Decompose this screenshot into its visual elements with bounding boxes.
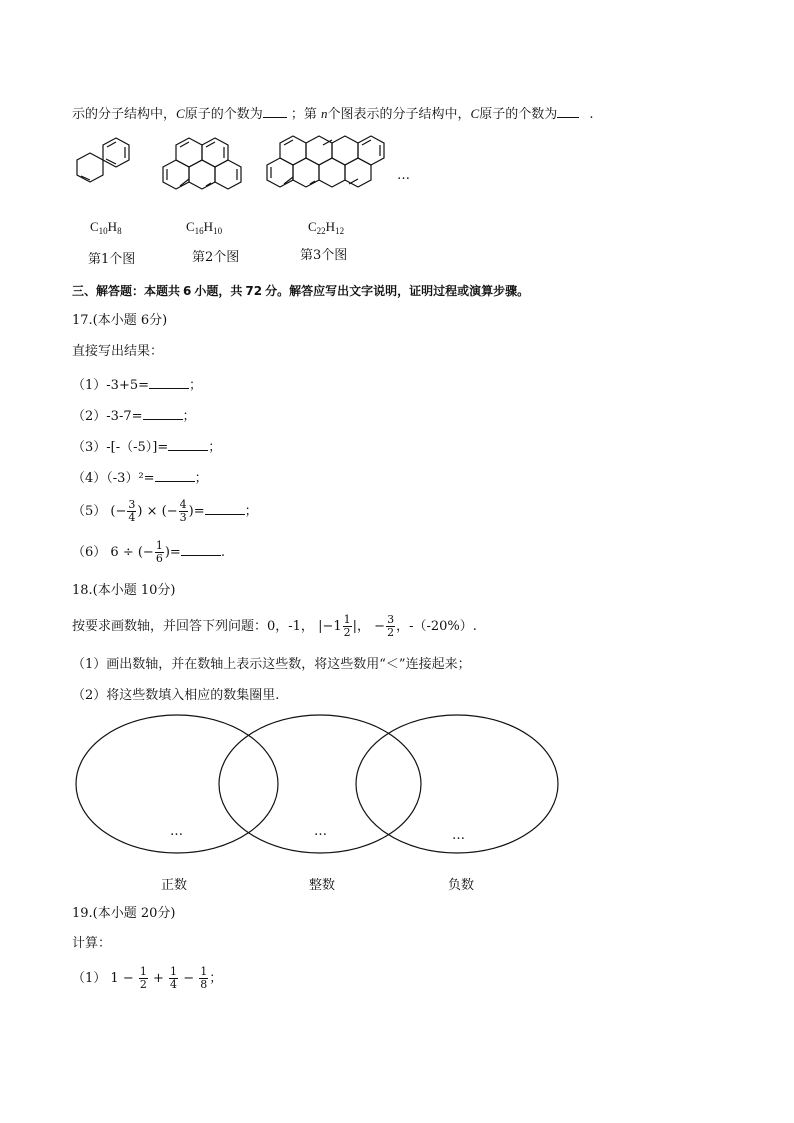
q17-item-2: （2）-3-7= ； (72, 406, 196, 426)
answer-blank[interactable] (263, 104, 287, 118)
q17-instruction: 直接写出结果： (72, 344, 164, 359)
intro-text: 个图表示的分子结构中， (327, 107, 471, 122)
negative-set-dots: … (452, 828, 465, 843)
q19-header: 19.(本小题 20分) (72, 906, 176, 921)
answer-blank[interactable] (205, 501, 245, 515)
integer-set-dots: … (314, 824, 327, 839)
period: . (589, 107, 594, 122)
n-variable: n (321, 106, 328, 121)
q17-item-5: （5） (− $\frac{3}{4}$ ) × (− $\frac{4}{3}$ )= ； (72, 498, 258, 524)
q17-item-4: （4）（-3）²= ； (72, 468, 208, 488)
q17-item-3: （3）-[-（-5）]= ； (72, 437, 221, 457)
q17-item-1: （1）-3+5= ； (72, 375, 202, 395)
intro-line (72, 104, 593, 124)
answer-blank[interactable] (155, 468, 195, 482)
intro-text: 原子的个数为 (479, 107, 558, 122)
q18-header: 18.(本小题 10分) (72, 583, 176, 598)
integer-set-label: 整数 (309, 878, 336, 893)
ellipsis: … (397, 168, 410, 183)
carbon-symbol: C (470, 106, 480, 121)
negative-set-label: 负数 (448, 878, 475, 893)
answer-blank[interactable] (143, 406, 183, 420)
carbon-symbol: C (176, 106, 185, 121)
answer-blank[interactable] (557, 104, 579, 118)
molecule-figure-2 (150, 135, 250, 215)
molecule-figure-1 (70, 135, 140, 215)
intro-text: 原子的个数为 (184, 107, 263, 122)
molecule-figure-3 (258, 133, 388, 213)
q18-sub-2: （2）将这些数填入相应的数集圈里. (72, 688, 280, 703)
q17-item-6: （6） 6 ÷ (− $\frac{1}{6}$ )= . (72, 539, 225, 565)
answer-blank[interactable] (181, 542, 221, 556)
figure-label-1: 第1个图 (88, 252, 136, 267)
section-3-header: 三、解答题：本题共 6 小题，共 72 分。解答应写出文字说明，证明过程或演算步骤。 (72, 284, 530, 298)
formula-2: $C_{16}H_{10}$ (186, 219, 223, 236)
q18-question: 按要求画数轴，并回答下列问题：0，-1， |−1 $\frac{1}{2}$ |， − $\frac{3}{2}$ ，-（-20%）. (72, 613, 477, 639)
intro-text: ；第 (290, 107, 317, 122)
figure-label-3: 第3个图 (300, 248, 348, 263)
q19-item-1: （1） 1 − $\frac{1}{2}$ + $\frac{1}{4}$ − $\frac{1}{8}$ ； (72, 965, 223, 991)
positive-set-label: 正数 (161, 878, 188, 893)
q18-sub-1: （1）画出数轴，并在数轴上表示这些数，将这些数用“＜”连接起来； (72, 657, 471, 672)
answer-blank[interactable] (168, 437, 208, 451)
formula-3: $C_{22}H_{12}$ (308, 219, 345, 236)
formula-1: $C_{10}H_8$ (90, 219, 122, 236)
intro-text: 示的分子结构中， (72, 107, 177, 122)
answer-blank[interactable] (149, 375, 189, 389)
q17-header: 17.(本小题 6分) (72, 313, 168, 328)
q19-instruction: 计算： (72, 936, 112, 951)
figure-label-2: 第2个图 (192, 250, 240, 265)
venn-diagram (70, 712, 570, 862)
positive-set-dots: … (170, 824, 183, 839)
